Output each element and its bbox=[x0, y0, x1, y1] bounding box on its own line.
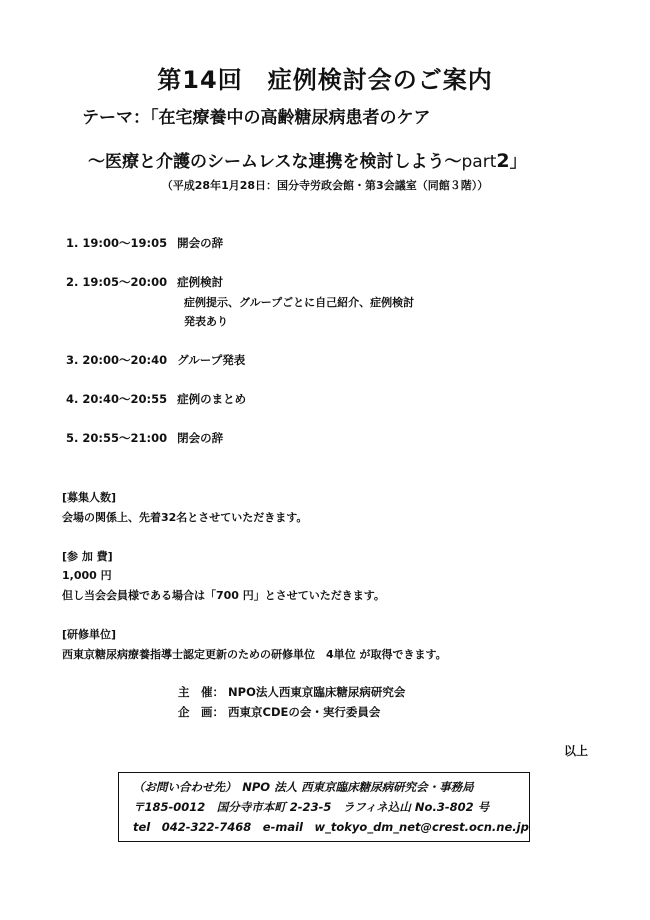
page-title: 第14回 症例検討会のご案内 bbox=[157, 66, 493, 94]
schedule-detail: 発表あり bbox=[184, 315, 228, 328]
theme-main: 「在宅療養中の高齢糖尿病患者のケア bbox=[150, 108, 431, 128]
theme-close-bracket: 」 bbox=[509, 152, 527, 172]
schedule-item-5 bbox=[66, 430, 223, 446]
schedule-time: 20:00～20:40 bbox=[82, 353, 168, 367]
schedule-label: 開会の辞 bbox=[177, 236, 224, 250]
theme-prefix: テーマ： bbox=[82, 108, 150, 128]
schedule-item-4 bbox=[66, 391, 246, 407]
schedule-num: 5. bbox=[66, 431, 79, 445]
schedule-label: グループ発表 bbox=[177, 353, 246, 367]
fee-heading: [参 加 費] bbox=[62, 550, 113, 563]
plan-line bbox=[178, 704, 380, 720]
schedule-num: 3. bbox=[66, 353, 79, 367]
contact-header: （お問い合わせ先） NPO 法人 西東京臨床糖尿病研究会・事務局 bbox=[133, 780, 474, 794]
theme-line-1 bbox=[82, 103, 431, 128]
schedule-time: 20:55～21:00 bbox=[82, 431, 168, 445]
contact-tel-email: tel 042-322-7468 e-mail w_tokyo_dm_net@crest.ocn.ne.jp bbox=[133, 820, 529, 834]
recruit-text: 会場の関係上、先着32名とさせていただきます。 bbox=[62, 511, 308, 524]
plan-label: 企 画： bbox=[178, 705, 224, 719]
schedule-label: 症例のまとめ bbox=[177, 392, 247, 406]
training-text: 西東京糖尿病療養指導士認定更新のための研修単位 4単位 が取得できます。 bbox=[62, 648, 447, 661]
contact-address: 〒185-0012 国分寺市本町 2-23-5 ラフィネ込山 No.3-802 号 bbox=[133, 800, 490, 814]
recruit-heading: [募集人数] bbox=[62, 491, 117, 504]
fee-amount: 1,000 円 bbox=[62, 569, 112, 582]
schedule-item-1 bbox=[66, 235, 223, 251]
schedule-time: 20:40～20:55 bbox=[82, 392, 168, 406]
schedule-time: 19:00～19:05 bbox=[82, 236, 168, 250]
theme-line-2 bbox=[88, 147, 527, 172]
schedule-time: 19:05～20:00 bbox=[82, 275, 168, 289]
schedule-item-2 bbox=[66, 274, 223, 290]
schedule-num: 1. bbox=[66, 236, 79, 250]
schedule-item-3 bbox=[66, 352, 245, 368]
plan-name: 西東京CDEの会・実行委員会 bbox=[228, 705, 381, 719]
schedule-label: 症例検討 bbox=[177, 275, 224, 289]
contact-box bbox=[118, 772, 530, 842]
host-line bbox=[178, 684, 405, 700]
theme-part-number: 2 bbox=[496, 150, 510, 172]
schedule-label: 閉会の辞 bbox=[177, 431, 224, 445]
training-heading: [研修単位] bbox=[62, 628, 117, 641]
fee-note: 但し当会会員様である場合は「700 円」とさせていただきます。 bbox=[62, 589, 385, 602]
host-label: 主 催： bbox=[178, 685, 224, 699]
host-name: NPO法人西東京臨床糖尿病研究会 bbox=[228, 685, 406, 699]
closing-mark: 以上 bbox=[563, 744, 588, 758]
schedule-num: 4. bbox=[66, 392, 79, 406]
theme-subtitle: ～医療と介護のシームレスな連携を検討しよう～ bbox=[88, 152, 462, 172]
schedule-detail: 症例提示、グループごとに自己紹介、症例検討 bbox=[184, 296, 415, 309]
theme-part-label: part bbox=[461, 152, 497, 172]
schedule-num: 2. bbox=[66, 275, 79, 289]
date-venue: （平成28年1月28日：国分寺労政会館・第3会議室（同館３階）） bbox=[161, 179, 489, 192]
